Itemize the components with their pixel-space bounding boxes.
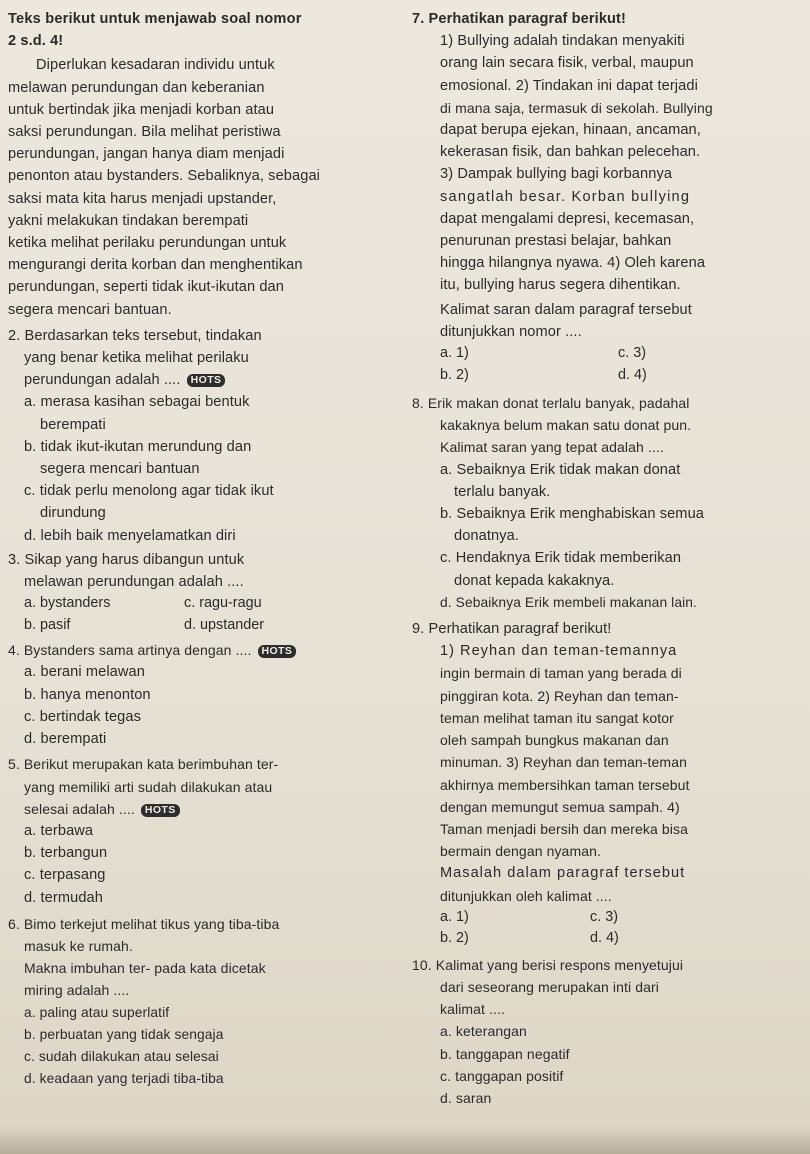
q6-stem-line: Makna imbuhan ter- pada kata dicetak	[24, 960, 266, 977]
intro-title-line-2: 2 s.d. 4!	[8, 33, 64, 50]
right-column	[412, 8, 802, 1109]
q6-option-a[interactable]: a. paling atau superlatif	[24, 1004, 170, 1020]
q9-options-row	[440, 907, 802, 929]
q4-stem-text: 4. Bystanders sama artinya dengan ....	[8, 642, 252, 659]
q8-option-c-cont: donat kepada kakaknya.	[454, 572, 615, 589]
q9-para-line: teman melihat taman itu sangat kotor	[440, 709, 674, 726]
q10-stem-line: 10. Kalimat yang berisi respons menyetujui	[412, 956, 684, 973]
intro-line: saksi perundungan. Bila melihat peristiwa	[8, 124, 281, 141]
q7-para-line: dapat mengalami depresi, kecemasan,	[440, 210, 695, 227]
intro-title-line-1: Teks berikut untuk menjawab soal nomor	[8, 11, 302, 27]
intro-line: saksi mata kita harus menjadi upstander,	[8, 190, 277, 207]
q2-option-d[interactable]: d. lebih baik menyelamatkan diri	[24, 527, 236, 544]
q7-options-row	[440, 365, 802, 387]
q8-option-d[interactable]: d. Sebaiknya Erik membeli makanan lain.	[440, 594, 697, 610]
q9-para-line: akhirnya membersihkan taman tersebut	[440, 776, 690, 793]
q9-para-line: ingin bermain di taman yang berada di	[440, 665, 682, 682]
q7-paragraph	[412, 30, 802, 386]
q6-stem-line: masuk ke rumah.	[24, 937, 133, 954]
q7-para-line: 1) Bullying adalah tindakan menyakiti	[440, 33, 685, 50]
q3-stem-line: melawan perundungan adalah ....	[24, 574, 244, 591]
q7-title: 7. Perhatikan paragraf berikut!	[412, 11, 626, 27]
q4-option-d[interactable]: d. berempati	[24, 731, 107, 748]
intro-line: Diperlukan kesadaran individu untuk	[36, 57, 275, 74]
q7-para-line: hingga hilangnya nyawa. 4) Oleh karena	[440, 255, 706, 272]
q2-option-a-cont: berempati	[40, 416, 106, 433]
q7-options-row	[440, 343, 802, 365]
left-column	[8, 8, 380, 1090]
q9-option-c[interactable]: c. 3)	[590, 908, 618, 925]
q8-option-a[interactable]: a. Sebaiknya Erik tidak makan donat	[440, 461, 681, 478]
intro-line: melawan perundungan dan keberanian	[8, 79, 265, 96]
q3-stem-line: 3. Sikap yang harus dibangun untuk	[8, 551, 245, 568]
q5-option-d[interactable]: d. termudah	[24, 889, 103, 906]
q5-stem-line	[8, 798, 380, 820]
q6-option-c[interactable]: c. sudah dilakukan atau selesai	[24, 1048, 219, 1064]
q7-para-line: dapat berupa ejekan, hinaan, ancaman,	[440, 122, 701, 139]
q3-option-c[interactable]: c. ragu-ragu	[184, 595, 262, 612]
q4-option-c[interactable]: c. bertindak tegas	[24, 708, 141, 725]
question-9	[412, 618, 802, 950]
question-8	[412, 392, 802, 614]
q9-question-line: Masalah dalam paragraf tersebut	[440, 865, 686, 882]
q7-para-line: itu, bullying harus segera dihentikan.	[440, 277, 681, 294]
question-6	[8, 913, 380, 1091]
q2-option-b[interactable]: b. tidak ikut-ikutan merundung dan	[24, 438, 252, 455]
q7-question-line: Kalimat saran dalam paragraf tersebut	[440, 301, 692, 318]
q5-option-c[interactable]: c. terpasang	[24, 867, 106, 884]
q8-stem-line: 8. Erik makan donat terlalu banyak, padahal	[412, 395, 690, 412]
question-10	[412, 954, 802, 1109]
question-7	[412, 8, 802, 386]
intro-line: mengurangi derita korban dan menghentikan	[8, 257, 303, 274]
q2-option-a[interactable]: a. merasa kasihan sebagai bentuk	[24, 394, 250, 411]
q2-stem-text: perundungan adalah ....	[24, 372, 181, 389]
q9-title: 9. Perhatikan paragraf berikut!	[412, 621, 612, 638]
q6-option-d[interactable]: d. keadaan yang terjadi tiba-tiba	[24, 1071, 224, 1087]
q8-stem-line: Kalimat saran yang tepat adalah ....	[440, 439, 664, 456]
page-bottom-shadow	[0, 1126, 810, 1154]
q9-para-line: 1) Reyhan dan teman-temannya	[440, 643, 678, 660]
hots-badge: HOTS	[141, 804, 180, 817]
intro-line: perundungan, jangan hanya diam menjadi	[8, 146, 285, 163]
q9-para-line: dengan memungut semua sampah. 4)	[440, 798, 680, 815]
hots-badge: HOTS	[187, 374, 226, 387]
q4-option-a[interactable]: a. berani melawan	[24, 664, 145, 681]
q7-para-line: 3) Dampak bullying bagi korbannya	[440, 166, 673, 183]
intro-line: segera mencari bantuan.	[8, 301, 172, 318]
q5-option-b[interactable]: b. terbangun	[24, 845, 108, 862]
q3-options-row	[8, 615, 380, 637]
q3-option-a[interactable]: a. bystanders	[24, 595, 111, 612]
q8-option-b-cont: donatnya.	[454, 528, 520, 545]
q7-para-line: di mana saja, termasuk di sekolah. Bullying	[440, 99, 713, 116]
q9-option-b[interactable]: b. 2)	[440, 930, 469, 947]
q6-option-b[interactable]: b. perbuatan yang tidak sengaja	[24, 1026, 224, 1042]
q9-paragraph	[412, 640, 802, 949]
q2-stem-line: yang benar ketika melihat perilaku	[24, 350, 249, 367]
hots-badge: HOTS	[258, 645, 297, 658]
q7-option-a[interactable]: a. 1)	[440, 345, 469, 362]
q4-option-b[interactable]: b. hanya menonton	[24, 686, 151, 703]
q5-stem-line: 5. Berikut merupakan kata berimbuhan ter-	[8, 756, 279, 773]
q5-option-a[interactable]: a. terbawa	[24, 822, 94, 839]
q7-option-c[interactable]: c. 3)	[618, 345, 646, 362]
question-3	[8, 549, 380, 636]
q7-para-line: emosional. 2) Tindakan ini dapat terjadi	[440, 77, 698, 94]
q2-option-c-cont: dirundung	[40, 505, 106, 522]
q3-option-b[interactable]: b. pasif	[24, 616, 71, 633]
q9-option-a[interactable]: a. 1)	[440, 908, 469, 925]
q8-option-a-cont: terlalu banyak.	[454, 483, 551, 500]
intro-line: perundungan, seperti tidak ikut-ikutan dan	[8, 279, 284, 296]
q3-options-row	[8, 593, 380, 615]
q10-option-d[interactable]: d. saran	[440, 1089, 492, 1106]
q9-para-line: oleh sampah bungkus makanan dan	[440, 732, 669, 749]
intro-paragraph	[8, 54, 380, 320]
q7-question-line: ditunjukkan nomor ....	[440, 323, 582, 340]
q6-stem-line: miring adalah ....	[24, 982, 130, 999]
question-2	[8, 325, 380, 547]
intro-line: ketika melihat perilaku perundungan untuk	[8, 235, 287, 252]
q2-stem-line	[8, 369, 380, 391]
q7-option-b[interactable]: b. 2)	[440, 366, 469, 383]
q6-stem-line: 6. Bimo terkejut melihat tikus yang tiba-tiba	[8, 915, 280, 932]
q3-option-d[interactable]: d. upstander	[184, 616, 265, 633]
intro-line: penonton atau bystanders. Sebaliknya, sebagai	[8, 168, 321, 185]
intro-line: untuk bertindak jika menjadi korban atau	[8, 101, 275, 118]
q5-stem-text: selesai adalah ....	[24, 800, 135, 817]
q7-option-d[interactable]: d. 4)	[618, 366, 647, 383]
question-5	[8, 753, 380, 908]
q7-para-line: orang lain secara fisik, verbal, maupun	[440, 55, 694, 72]
q2-option-b-cont: segera mencari bantuan	[40, 461, 200, 478]
q7-para-line: sangatlah besar. Korban bullying	[440, 188, 691, 205]
q8-option-b[interactable]: b. Sebaiknya Erik menghabiskan semua	[440, 506, 704, 523]
q8-option-c[interactable]: c. Hendaknya Erik tidak memberikan	[440, 550, 682, 567]
q9-question-line: ditunjukkan oleh kalimat ....	[440, 887, 612, 904]
q10-stem-line: dari seseorang merupakan inti dari	[440, 978, 659, 995]
q7-para-line: penurunan prestasi belajar, bahkan	[440, 233, 672, 250]
q10-stem-line: kalimat ....	[440, 1001, 505, 1018]
question-4	[8, 639, 380, 750]
q9-option-d[interactable]: d. 4)	[590, 930, 619, 947]
q9-para-line: bermain dengan nyaman.	[440, 843, 601, 860]
q4-stem-line	[8, 639, 380, 661]
q8-stem-line: kakaknya belum makan satu donat pun.	[440, 417, 692, 434]
intro-line: yakni melakukan tindakan berempati	[8, 212, 249, 229]
q10-option-b[interactable]: b. tanggapan negatif	[440, 1045, 570, 1062]
q2-option-c[interactable]: c. tidak perlu menolong agar tidak ikut	[24, 483, 274, 500]
q9-options-row	[440, 928, 802, 950]
q10-option-c[interactable]: c. tanggapan positif	[440, 1067, 564, 1084]
q7-para-line: kekerasan fisik, dan bahkan pelecehan.	[440, 144, 701, 161]
q2-stem-line: 2. Berdasarkan teks tersebut, tindakan	[8, 327, 262, 344]
q5-stem-line: yang memiliki arti sudah dilakukan atau	[24, 778, 273, 795]
q9-para-line: Taman menjadi bersih dan mereka bisa	[440, 820, 688, 837]
q9-para-line: minuman. 3) Reyhan dan teman-teman	[440, 754, 687, 771]
q10-option-a[interactable]: a. keterangan	[440, 1023, 527, 1040]
q9-para-line: pinggiran kota. 2) Reyhan dan teman-	[440, 687, 679, 704]
